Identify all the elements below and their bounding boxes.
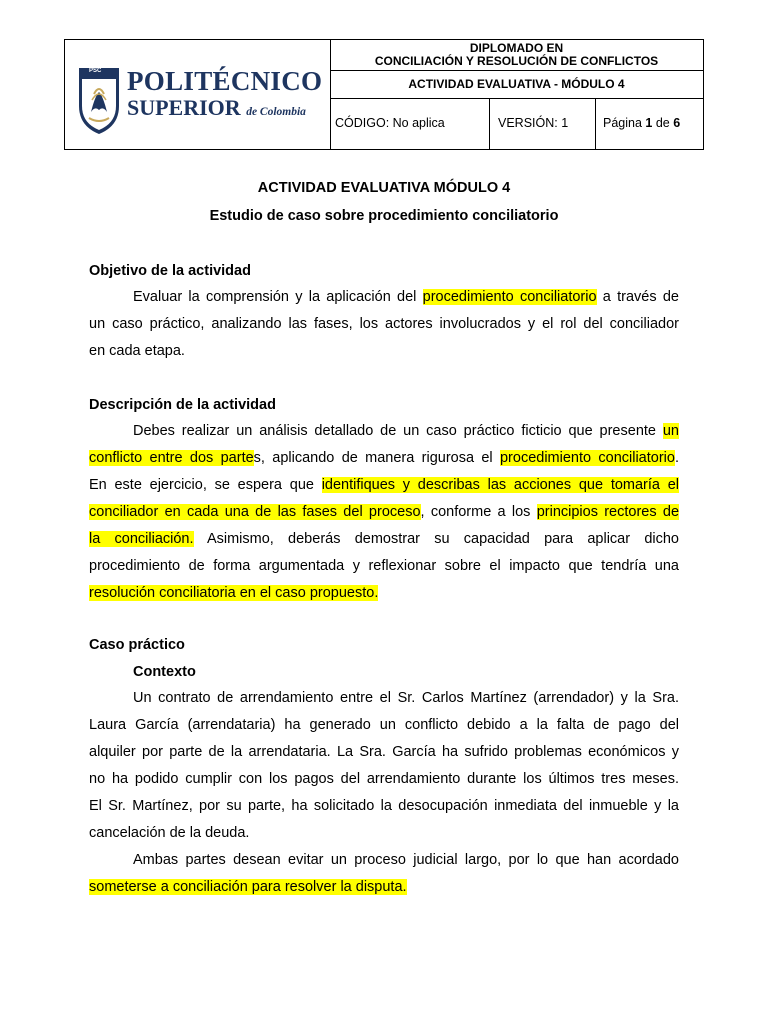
text-line: procedimiento de forma argumentada y reflexionar sobre el impacto que tendría una <box>89 558 679 574</box>
metadata-row <box>330 98 703 149</box>
page-number-cell: Página 1 de 6 <box>603 116 681 130</box>
codigo-cell: CÓDIGO: No aplica <box>330 98 490 149</box>
text-line: conciliador en cada una de las fases del proceso, conforme a los principios rectores de <box>89 504 680 520</box>
objetivo-heading: Objetivo de la actividad <box>89 263 251 279</box>
caso-heading: Caso práctico <box>89 637 185 653</box>
highlighted-text: procedimiento conciliatorio <box>422 289 597 305</box>
objetivo-paragraph <box>89 284 679 365</box>
text-line: la conciliación. Asimismo, deberás demostrar su capacidad para aplicar dicho <box>89 531 679 547</box>
text-line: cancelación de la deuda. <box>89 825 250 841</box>
program-name-cell <box>330 40 703 71</box>
highlighted-text: la conciliación. <box>89 531 194 547</box>
document-subtitle: Estudio de caso sobre procedimiento conciliatorio <box>209 208 559 224</box>
document-title: ACTIVIDAD EVALUATIVA MÓDULO 4 <box>257 180 511 196</box>
text-line <box>89 874 679 901</box>
logo-text-de-colombia: de Colombia <box>246 106 306 118</box>
highlighted-text: conflicto entre dos parte <box>89 450 254 466</box>
text-line: Un contrato de arrendamiento entre el Sr. Carlos Martínez (arrendador) y la Sra. <box>133 690 679 706</box>
highlighted-text: procedimiento conciliatorio <box>499 450 675 466</box>
logo-text-superior: SUPERIOR de Colombia <box>127 95 306 120</box>
logo-badge: PSC <box>89 68 102 74</box>
highlighted-text: principios rectores de <box>536 504 680 520</box>
text-line: Evaluar la comprensión y la aplicación del procedimiento conciliatorio a través de <box>133 289 679 305</box>
version-cell: VERSIÓN: 1 <box>490 98 596 149</box>
text-line: en cada etapa. <box>89 343 185 359</box>
text-line: El Sr. Martínez, por su parte, ha solicitado la desocupación inmediata del inmueble y la <box>89 798 679 814</box>
contexto-paragraph <box>89 685 679 901</box>
text-line: Debes realizar un análisis detallado de un caso práctico ficticio que presente un <box>133 423 679 439</box>
text-line: no ha podido cumplir con los pagos del arrendamiento durante los últimos tres meses. <box>89 771 679 787</box>
activity-cell: ACTIVIDAD EVALUATIVA - MÓDULO 4 <box>330 71 703 99</box>
text-line: conflicto entre dos partes, aplicando de manera rigurosa el procedimiento conciliatorio. <box>89 450 679 466</box>
contexto-subheading: Contexto <box>133 664 196 680</box>
text-line: Laura García (arrendataria) ha generado un conflicto debido a la falta de pago del <box>89 717 679 733</box>
text-line: Ambas partes desean evitar un proceso judicial largo, por lo que han acordado <box>133 852 679 868</box>
descripcion-paragraph <box>89 418 679 607</box>
text-line <box>89 580 679 607</box>
highlighted-text: resolución conciliatoria en el caso propuesto. <box>89 585 379 601</box>
highlighted-text: un <box>662 423 679 439</box>
highlighted-text: identifiques y describas las acciones que tomaría el <box>321 477 680 493</box>
highlighted-text: conciliador en cada una de las fases del proceso <box>89 504 421 520</box>
institution-logo <box>65 40 331 149</box>
text-line: un caso práctico, analizando las fases, los actores involucrados y el rol del conciliador <box>89 316 679 332</box>
text-line: En este ejercicio, se espera que identifiques y describas las acciones que tomaría el <box>89 477 680 493</box>
program-line-2: CONCILIACIÓN Y RESOLUCIÓN DE CONFLICTOS <box>374 54 659 68</box>
logo-text-politecnico: POLITÉCNICO <box>127 66 323 96</box>
shield-logo-icon <box>77 66 121 136</box>
descripcion-heading: Descripción de la actividad <box>89 397 276 413</box>
document-header-table <box>64 39 704 150</box>
highlighted-text: someterse a conciliación para resolver la disputa. <box>89 879 407 895</box>
text-line: alquiler por parte de la arrendataria. La Sra. García ha sufrido problemas económicos y <box>89 744 679 760</box>
program-line-1: DIPLOMADO EN <box>469 41 564 55</box>
